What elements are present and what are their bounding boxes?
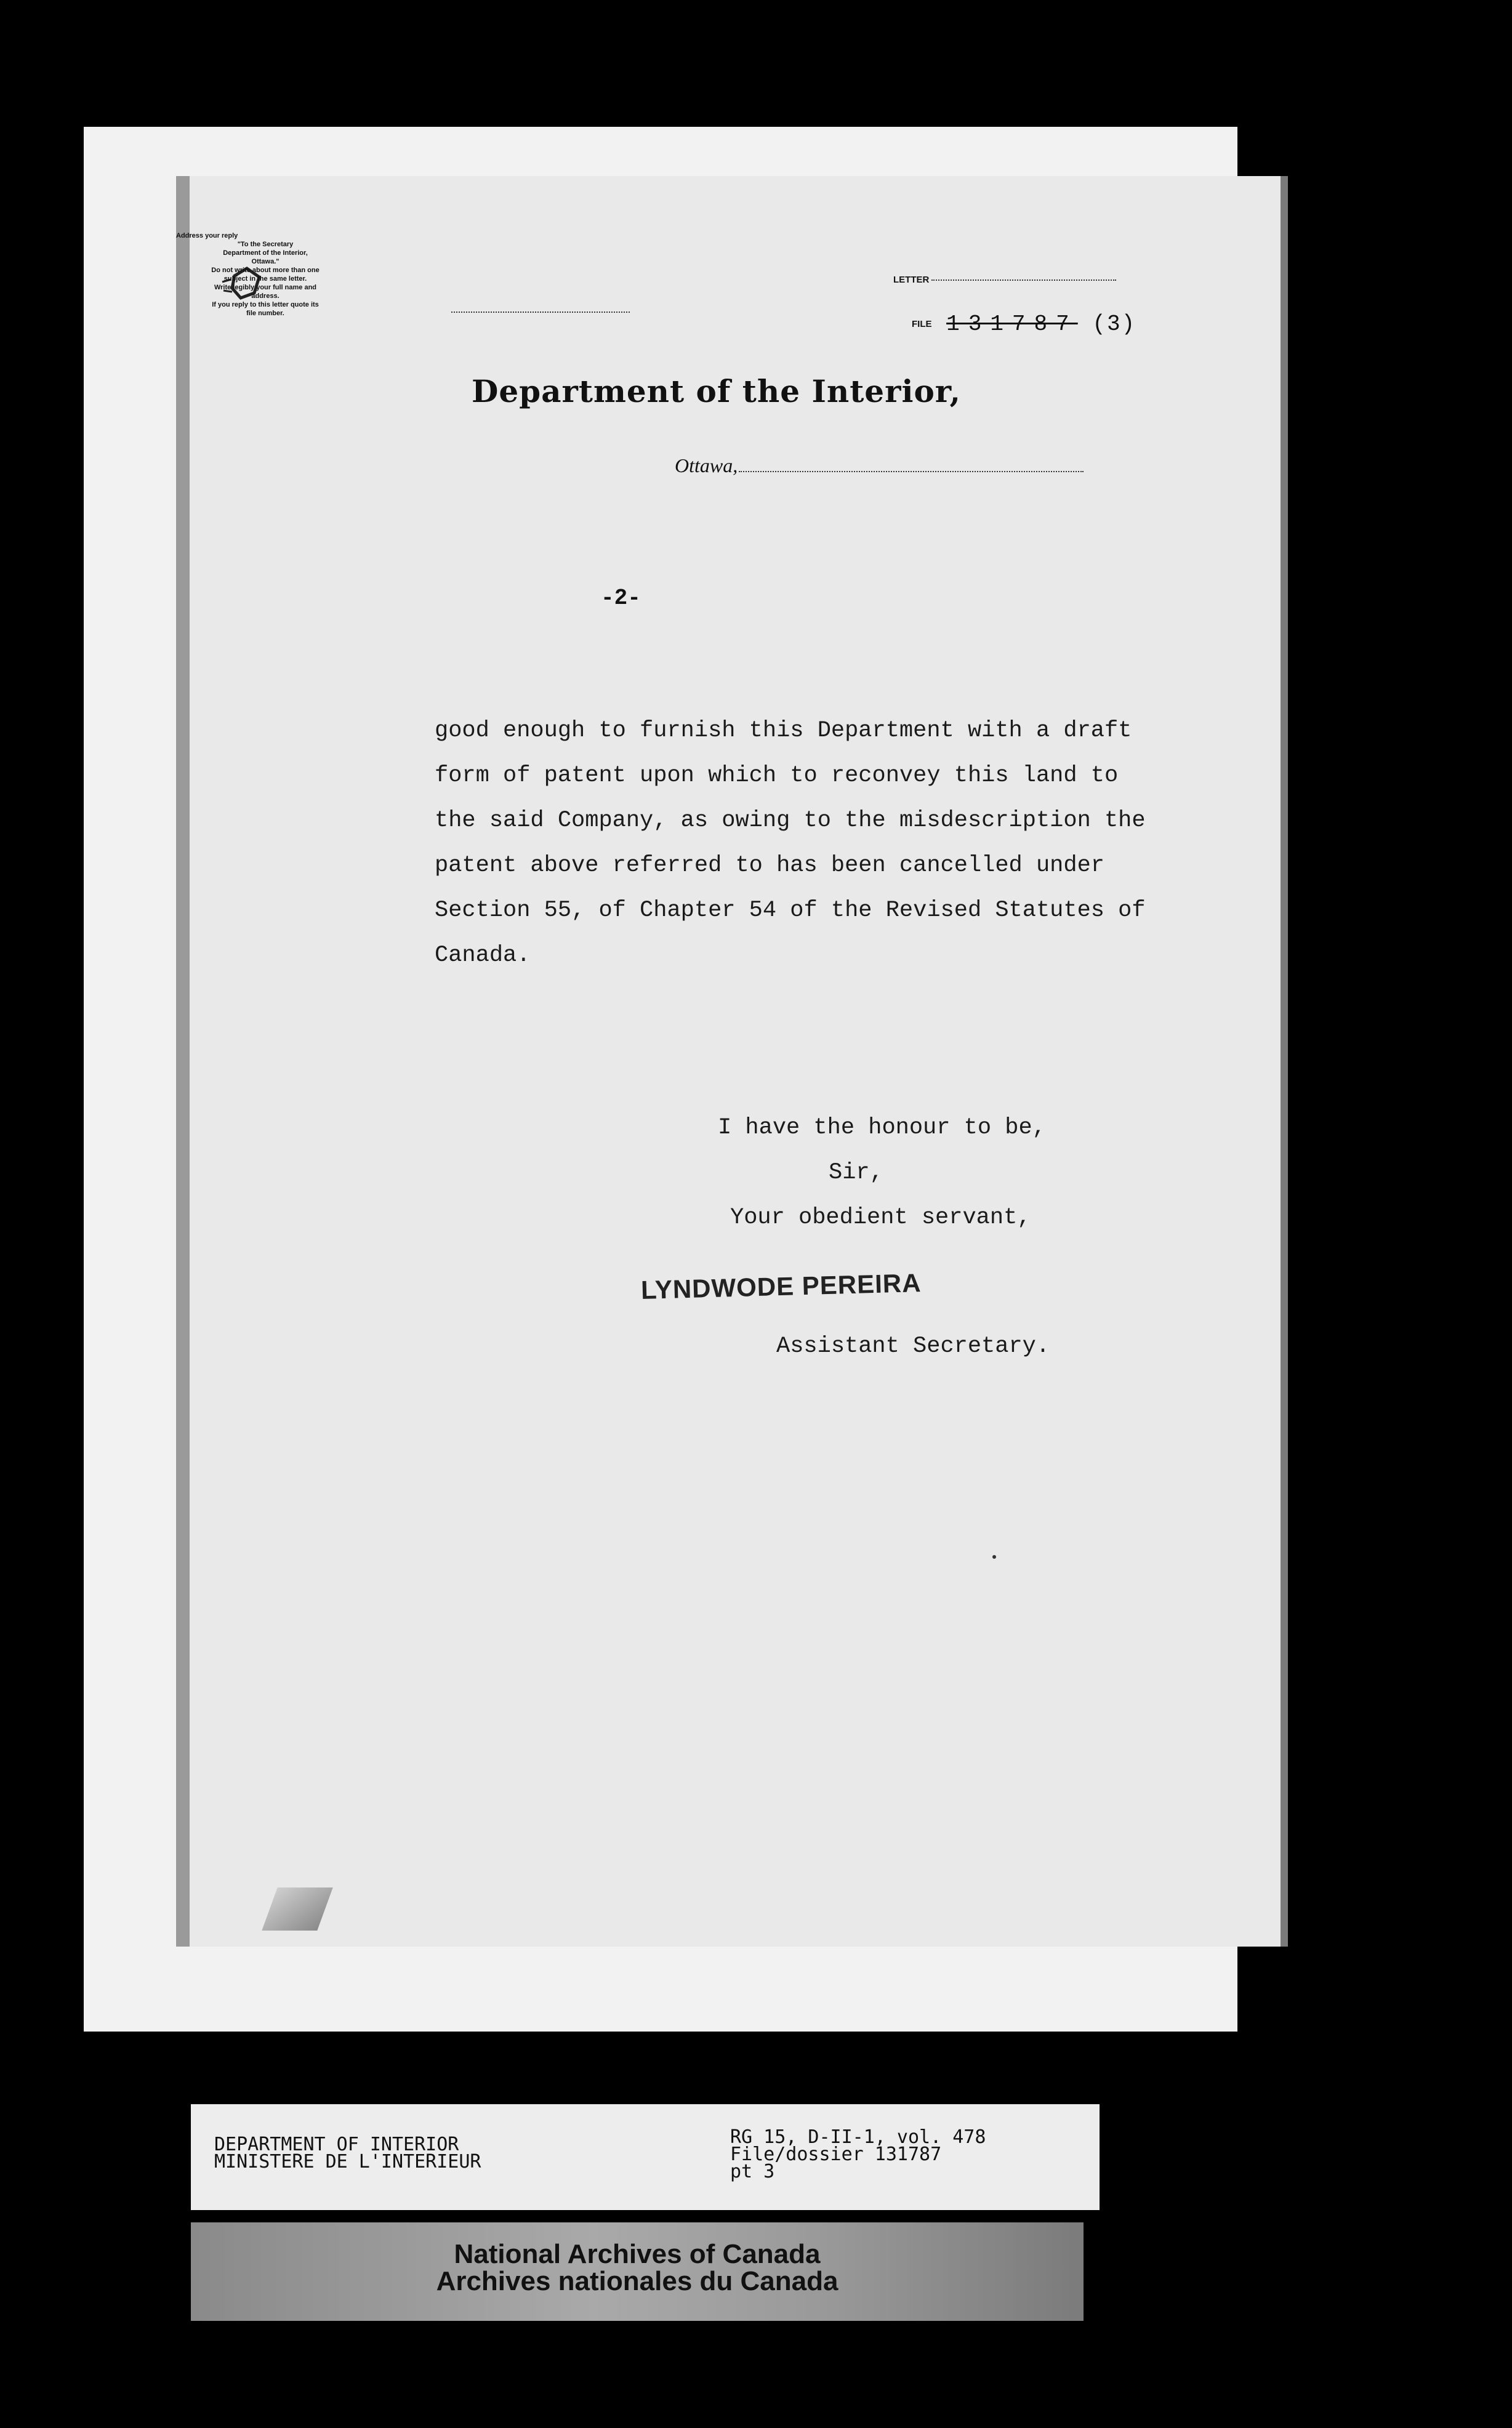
file-label: FILE	[912, 318, 932, 329]
closing-salutation: Sir,	[829, 1160, 883, 1186]
scanned-sheet	[84, 127, 1237, 2032]
letter-body	[435, 709, 1235, 978]
address-line: "To the Secretary	[237, 241, 294, 248]
label-line: RG 15, D-II-1, vol. 478	[730, 2126, 986, 2148]
address-line: subject in the same letter.	[223, 275, 307, 283]
body-line: Section 55, of Chapter 54 of the Revised Statutes of	[435, 898, 1146, 923]
address-line: If you reply to this letter quote its	[212, 301, 319, 308]
address-instructions	[176, 231, 355, 318]
archive-label-reference	[730, 2126, 986, 2182]
address-line: Address your reply	[176, 232, 238, 239]
place-label: Ottawa,	[675, 454, 738, 476]
signature-stamp: LYNDWODE PEREIRA	[640, 1268, 922, 1304]
paper-speck	[992, 1555, 996, 1559]
closing-line: Your obedient servant,	[730, 1205, 1031, 1231]
closing-line: I have the honour to be,	[718, 1115, 1046, 1141]
banner-english: National Archives of Canada	[454, 2239, 821, 2269]
address-line: Ottawa."	[251, 258, 279, 265]
letter-dots	[931, 279, 1116, 281]
address-line: file number.	[246, 310, 284, 317]
letter-label: LETTER	[893, 275, 930, 285]
archive-label	[191, 2104, 1100, 2210]
banner-french: Archives nationales du Canada	[436, 2266, 838, 2296]
header-dotted-rule	[451, 312, 630, 313]
label-line: pt 3	[730, 2161, 775, 2182]
archives-banner	[191, 2222, 1084, 2321]
date-dots	[739, 471, 1084, 472]
address-line: Do not write about more than one	[211, 267, 320, 274]
archive-label-department	[214, 2136, 481, 2171]
letter-page	[176, 176, 1288, 1947]
address-line: Department of the Interior,	[223, 249, 308, 257]
label-line: DEPARTMENT OF INTERIOR	[214, 2134, 459, 2155]
address-line: address.	[251, 292, 279, 300]
body-line: Canada.	[435, 943, 531, 968]
place-line	[675, 454, 1084, 477]
file-part: (3)	[1092, 312, 1136, 337]
label-line: File/dossier 131787	[730, 2144, 942, 2165]
label-line: MINISTERE DE L'INTERIEUR	[214, 2151, 481, 2173]
page-number: -2-	[601, 585, 641, 611]
file-field	[912, 312, 1136, 337]
department-heading: Department of the Interior,	[472, 373, 961, 409]
body-line: good enough to furnish this Department with a draft	[435, 718, 1132, 744]
address-line: Write legibly your full name and	[214, 284, 317, 291]
file-number: 131787	[946, 312, 1078, 337]
body-line: the said Company, as owing to the misdescription the	[435, 808, 1146, 834]
letter-field	[893, 275, 1116, 285]
body-line: form of patent upon which to reconvey this land to	[435, 763, 1119, 789]
body-line: patent above referred to has been cancelled under	[435, 853, 1104, 878]
page-fold	[262, 1887, 332, 1931]
signer-title: Assistant Secretary.	[776, 1333, 1050, 1359]
closing	[718, 1106, 1046, 1240]
